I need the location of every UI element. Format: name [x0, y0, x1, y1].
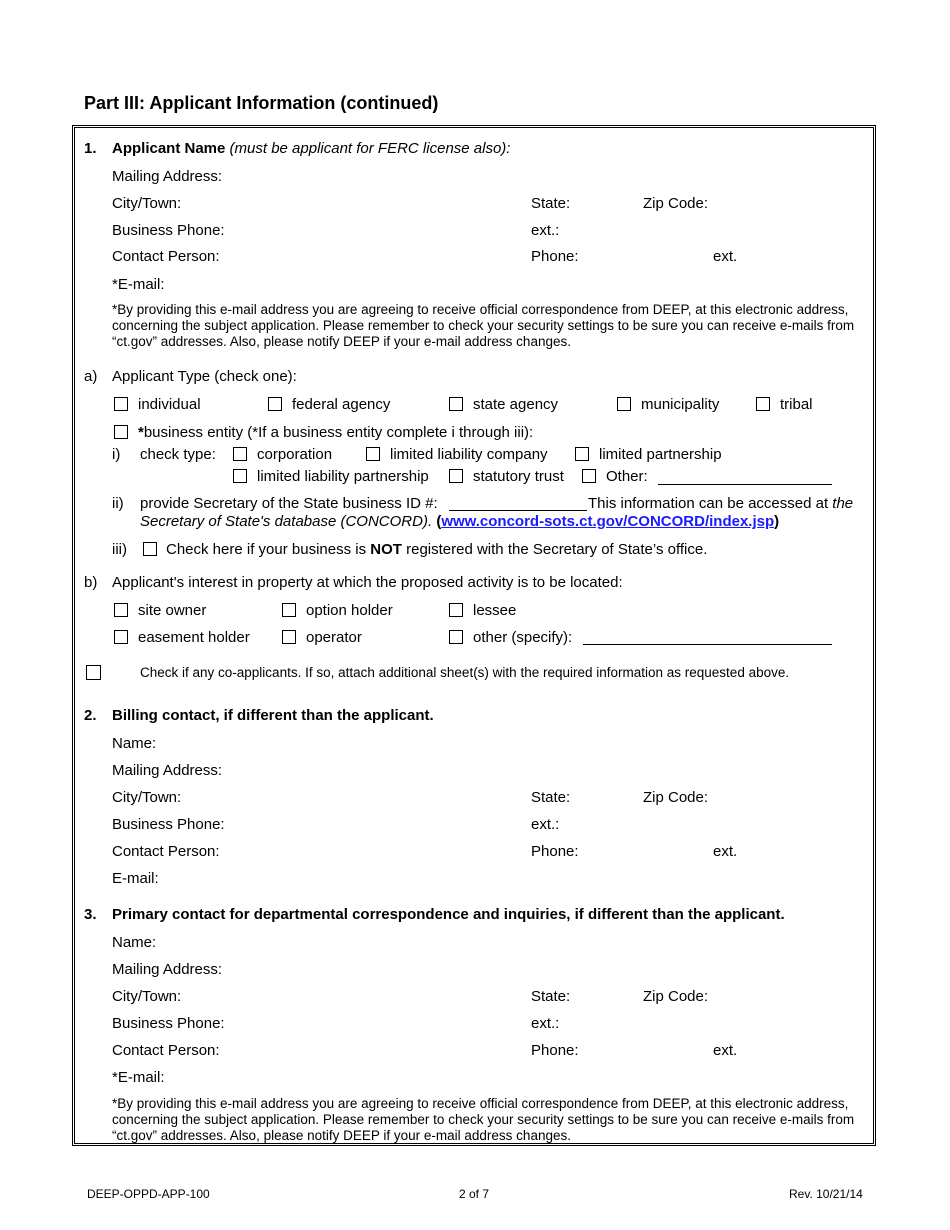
property-interest-heading: Applicant's interest in property at which the proposed activity is to be located:	[112, 574, 623, 591]
s1-email-label: *E-mail:	[112, 276, 165, 293]
other-interest-field[interactable]	[583, 644, 832, 645]
checkbox-option-holder[interactable]	[282, 603, 296, 617]
applicant-type-heading: Applicant Type (check one):	[112, 368, 297, 385]
s3-phone-label: Phone:	[531, 1042, 579, 1059]
business-id-label: provide Secretary of the State business ID #:	[140, 495, 438, 512]
concord-line2: Secretary of State's database (CONCORD). (www.concord-sots.ct.gov/CONCORD/index.jsp)	[140, 513, 780, 530]
footer-form-id: DEEP-OPPD-APP-100	[87, 1187, 210, 1201]
s3-phone-ext-label: ext.	[713, 1042, 738, 1059]
type-corporation: corporation	[257, 446, 333, 463]
section-b-letter: b)	[84, 574, 98, 591]
business-id-field[interactable]	[449, 510, 587, 511]
s2-email-label: E-mail:	[112, 870, 159, 887]
s3-city-label: City/Town:	[112, 988, 182, 1005]
s3-email-notice: *By providing this e-mail address you are agreeing to receive official correspondence from DEEP, at this electronic address, concerning the subject application. Please remember to check your security settings to be sure you can receive e-mails from “ct.gov” addresses. Also, please notify DEEP if your e-mail address changes.	[112, 1096, 855, 1143]
concord-info-the: the	[832, 495, 854, 512]
not-registered-post: registered with the Secretary of State’s office.	[406, 541, 708, 558]
checkbox-business-entity[interactable]	[114, 425, 128, 439]
s1-phone-ext-label: ext.	[713, 248, 738, 265]
applicant-name-bold: Applicant Name	[112, 140, 226, 157]
checkbox-llc[interactable]	[366, 447, 380, 461]
s3-business-phone-label: Business Phone:	[112, 1015, 225, 1032]
footer-revision: Rev. 10/21/14	[789, 1187, 863, 1201]
iii-label: iii)	[112, 541, 127, 558]
s2-ext-label: ext.:	[531, 816, 560, 833]
checkbox-other-interest[interactable]	[449, 630, 463, 644]
interest-site-owner: site owner	[138, 602, 207, 619]
s1-state-label: State:	[531, 195, 571, 212]
s1-email-notice: *By providing this e-mail address you are agreeing to receive official correspondence from DEEP, at this electronic address, concerning the subject application. Please remember to check your security settings to be sure you can receive e-mails from “ct.gov” addresses. Also, please notify DEEP if your e-mail address changes.	[112, 302, 855, 349]
checkbox-limited-partnership[interactable]	[575, 447, 589, 461]
checkbox-individual[interactable]	[114, 397, 128, 411]
interest-easement-holder: easement holder	[138, 629, 250, 646]
type-statutory-trust: statutory trust	[473, 468, 564, 485]
primary-contact-heading: Primary contact for departmental correspondence and inquiries, if different than the applicant.	[112, 906, 785, 923]
concord-db-name: Secretary of State's database (CONCORD).	[140, 513, 433, 530]
s3-email-label: *E-mail:	[112, 1069, 165, 1086]
type-limited-partnership: limited partnership	[599, 446, 722, 463]
s3-mailing-address-label: Mailing Address:	[112, 961, 223, 978]
type-llp: limited liability partnership	[257, 468, 429, 485]
business-entity-label	[138, 424, 533, 442]
section-2-number: 2.	[84, 707, 97, 724]
s1-city-label: City/Town:	[112, 195, 182, 212]
not-registered-not: NOT	[370, 541, 402, 558]
interest-lessee: lessee	[473, 602, 517, 619]
s2-contact-person-label: Contact Person:	[112, 843, 220, 860]
business-entity-note: *If a business entity complete i through iii):	[252, 424, 534, 441]
not-registered-label	[166, 541, 707, 559]
option-state-agency: state agency	[473, 396, 559, 413]
option-individual: individual	[138, 396, 201, 413]
checkbox-site-owner[interactable]	[114, 603, 128, 617]
option-tribal: tribal	[780, 396, 813, 413]
s3-ext-label: ext.:	[531, 1015, 560, 1032]
checkbox-state-agency[interactable]	[449, 397, 463, 411]
s2-name-label: Name:	[112, 735, 157, 752]
interest-other: other (specify):	[473, 629, 573, 646]
option-federal-agency: federal agency	[292, 396, 391, 413]
s2-phone-label: Phone:	[531, 843, 579, 860]
concord-info-text: This information can be accessed at	[588, 495, 829, 512]
checkbox-tribal[interactable]	[756, 397, 770, 411]
ii-label: ii)	[112, 495, 124, 512]
co-applicants-label: Check if any co-applicants. If so, attach additional sheet(s) with the required information as requested above.	[140, 665, 790, 680]
checkbox-co-applicants[interactable]	[86, 665, 101, 680]
billing-contact-heading: Billing contact, if different than the applicant.	[112, 707, 434, 724]
not-registered-pre: Check here if your business is	[166, 541, 367, 558]
s3-name-label: Name:	[112, 934, 157, 951]
interest-option-holder: option holder	[306, 602, 393, 619]
checkbox-operator[interactable]	[282, 630, 296, 644]
section-1-number: 1.	[84, 140, 97, 157]
type-other: Other:	[606, 468, 648, 485]
applicant-name-note: (must be applicant for FERC license also):	[229, 140, 511, 157]
s1-phone-label: Phone:	[531, 248, 579, 265]
s1-business-phone-label: Business Phone:	[112, 222, 225, 239]
s1-contact-person-label: Contact Person:	[112, 248, 220, 265]
checkbox-municipality[interactable]	[617, 397, 631, 411]
s2-business-phone-label: Business Phone:	[112, 816, 225, 833]
s2-state-label: State:	[531, 789, 571, 806]
checkbox-corporation[interactable]	[233, 447, 247, 461]
s2-city-label: City/Town:	[112, 789, 182, 806]
checkbox-statutory-trust[interactable]	[449, 469, 463, 483]
concord-link[interactable]: www.concord-sots.ct.gov/CONCORD/index.jsp	[441, 513, 775, 530]
checkbox-federal-agency[interactable]	[268, 397, 282, 411]
page-title: Part III: Applicant Information (continued)	[84, 93, 439, 113]
section-3-number: 3.	[84, 906, 97, 923]
footer-page-number: 2 of 7	[459, 1187, 490, 1201]
i-label: i)	[112, 446, 121, 463]
s1-mailing-address-label: Mailing Address:	[112, 168, 223, 185]
applicant-name-label	[112, 140, 510, 158]
s2-zip-label: Zip Code:	[643, 789, 709, 806]
type-llc: limited liability company	[390, 446, 548, 463]
s1-zip-label: Zip Code:	[643, 195, 709, 212]
section-a-letter: a)	[84, 368, 98, 385]
s3-contact-person-label: Contact Person:	[112, 1042, 220, 1059]
checkbox-other-type[interactable]	[582, 469, 596, 483]
business-entity-star: *	[138, 424, 144, 441]
checkbox-lessee[interactable]	[449, 603, 463, 617]
checkbox-not-registered[interactable]	[143, 542, 157, 556]
check-type-label: check type:	[140, 446, 216, 463]
concord-info	[588, 495, 853, 513]
s1-ext-label: ext.:	[531, 222, 560, 239]
checkbox-easement-holder[interactable]	[114, 630, 128, 644]
s2-mailing-address-label: Mailing Address:	[112, 762, 223, 779]
checkbox-llp[interactable]	[233, 469, 247, 483]
business-entity-text: business entity (	[143, 424, 253, 441]
s3-zip-label: Zip Code:	[643, 988, 709, 1005]
s3-state-label: State:	[531, 988, 571, 1005]
interest-operator: operator	[306, 629, 362, 646]
other-type-field[interactable]	[658, 484, 832, 485]
s2-phone-ext-label: ext.	[713, 843, 738, 860]
option-municipality: municipality	[641, 396, 720, 413]
